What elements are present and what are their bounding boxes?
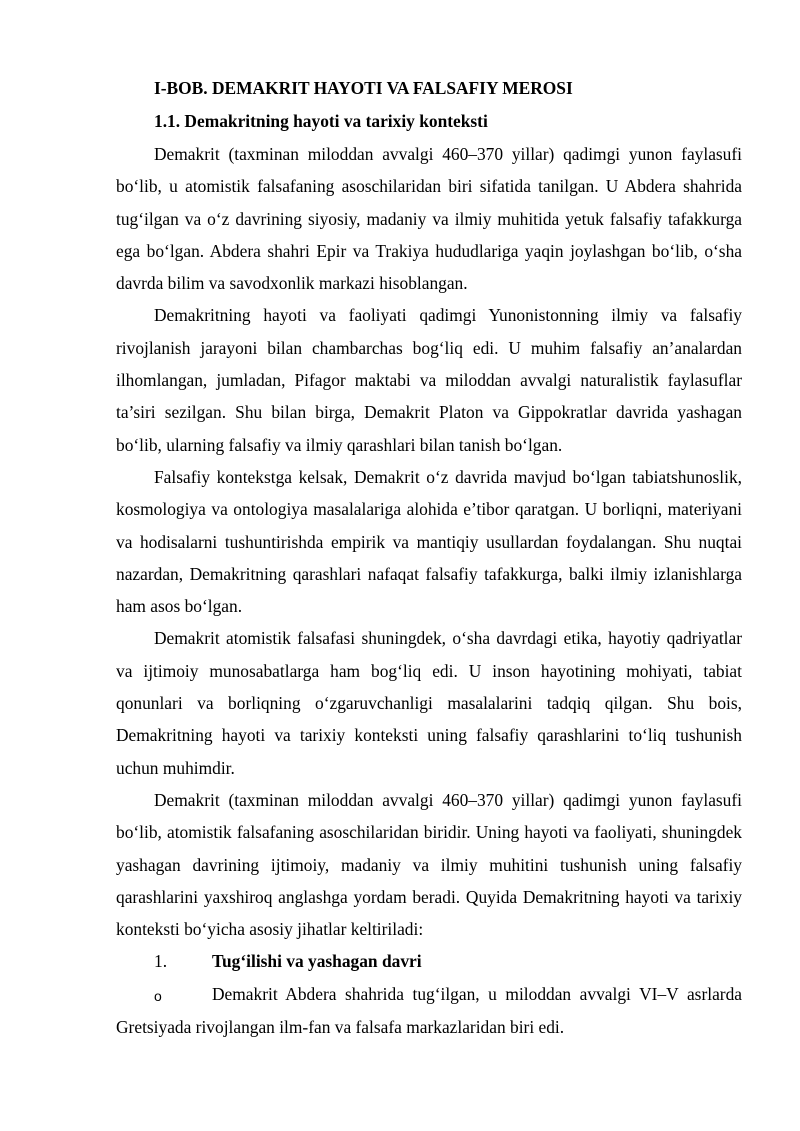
numbered-list-item bbox=[116, 945, 742, 978]
bullet-list-item bbox=[116, 978, 742, 1043]
bullet-text: Demakrit Abdera shahrida tug‘ilgan, u miloddan avvalgi VI–V asrlarda Gretsiyada rivojlangan ilm-fan va falsafa markazlaridan biri edi. bbox=[116, 984, 742, 1037]
document-page bbox=[116, 72, 742, 1043]
list-label: Tug‘ilishi va yashagan davri bbox=[212, 951, 422, 972]
paragraph: Falsafiy kontekstga kelsak, Demakrit o‘z davrida mavjud bo‘lgan tabiatshunoslik, kosmologiya va ontologiya masalalariga alohida e’tibor qaratgan. U borliqni, materiyani va hodisalarni tushuntirishda empirik va mantiqiy usullardan foydalangan. Shu nuqtai nazardan, Demakritning qarashlari nafaqat falsafiy tafakkurga, balki ilmiy izlanishlarga ham asos bo‘lgan. bbox=[116, 466, 742, 617]
chapter-title: I-BOB. DEMAKRIT HAYOTI VA FALSAFIY MEROSI bbox=[154, 78, 573, 98]
bullet-mark: o bbox=[154, 988, 162, 1005]
paragraph: Demakrit atomistik falsafasi shuningdek, o‘sha davrdagi etika, hayotiy qadriyatlar va ijtimoiy munosabatlarga ham bog‘liq edi. U inson hayotining mohiyati, tabiat qonunlari va borliqning o‘zgaruvchanligi masalalarini tadqiq qilgan. Shu bois, Demakritning hayoti va tarixiy konteksti uning falsafiy qarashlarini to‘liq tushunish uchun muhimdir. bbox=[116, 628, 742, 778]
paragraph: Demakritning hayoti va faoliyati qadimgi Yunonistonning ilmiy va falsafiy rivojlanish jarayoni bilan chambarchas bog‘liq edi. U muhim falsafiy an’analardan ilhomlangan, jumladan, Pifagor maktabi va miloddan avvalgi naturalistik faylasuflar ta’siri sezilgan. Shu bilan birga, Demakrit Platon va Gippokratlar davrida yashagan bo‘lib, ularning falsafiy va ilmiy qarashlari bilan tanish bo‘lgan. bbox=[116, 305, 742, 455]
paragraph: Demakrit (taxminan miloddan avvalgi 460–370 yillar) qadimgi yunon faylasufi bo‘lib, atomistik falsafaning asoschilaridan biridir. Uning hayoti va faoliyati, shuningdek yashagan davrining ijtimoiy, madaniy va ilmiy muhitini tushunish uning falsafiy qarashlarini yaxshiroq anglashga yordam beradi. Quyida Demakritning hayoti va tarixiy konteksti bo‘yicha asosiy jihatlar keltiriladi: bbox=[116, 789, 742, 940]
list-number: 1. bbox=[154, 951, 168, 972]
section-title: 1.1. Demakritning hayoti va tarixiy konteksti bbox=[154, 111, 488, 131]
paragraph: Demakrit (taxminan miloddan avvalgi 460–370 yillar) qadimgi yunon faylasufi bo‘lib, u atomistik falsafaning asoschilaridan biri sifatida tanilgan. U Abdera shahrida tug‘ilgan va o‘z davrining siyosiy, madaniy va ilmiy muhitida yetuk falsafiy tafakkurga ega bo‘lgan. Abdera shahri Epir va Trakiya hududlariga yaqin joylashgan bo‘lib, o‘sha davrda bilim va savodxonlik markazi hisoblangan. bbox=[116, 144, 742, 294]
